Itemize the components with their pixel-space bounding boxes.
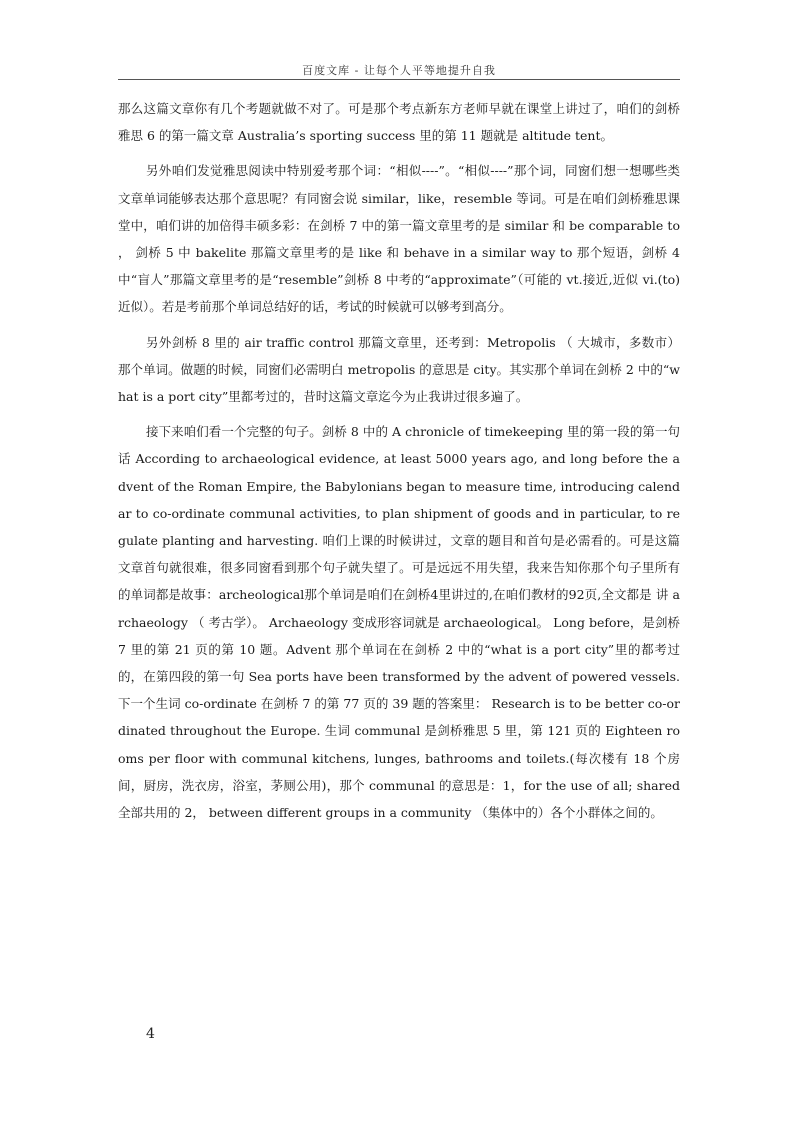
- page-number: 4: [146, 1026, 155, 1042]
- paragraph-2: 另外咱们发觉雅思阅读中特别爱考那个词：“相似----”。“相似----”那个词，同窗们想一想哪些类文章单词能够表达那个意思呢？有同窗会说 similar，like，resemble 等词。可是在咱们剑桥雅思课堂中，咱们讲的加倍得丰硕多彩：在剑桥 7 中的第一篇文章里考的是 similar 和 be comparable to ， 剑桥 5 中 bakelite 那篇文章里考的是 like 和 behave in a similar way to 那个短语，剑桥 4 中“盲人”那篇文章里考的是“resemble”剑桥 8 中考的“approximate”（可能的 vt.接近,近似 vi.(to)近似）。若是考前那个单词总结好的话，考试的时候就可以够考到高分。: [118, 163, 680, 315]
- page-header: 百度文库 - 让每个人平等地提升自我: [302, 64, 496, 77]
- paragraph-4: 接下来咱们看一个完整的句子。剑桥 8 中的 A chronicle of timekeeping 里的第一段的第一句话 According to archaeological evidence, at least 5000 years ago, and long before the advent of the Roman Empire, the Babylonians began to measure time, introducing calendar to co-ordinate communal activities, to plan shipment of goods and in particular, to regulate planting and harvesting. 咱们上课的时候讲过，文章的题目和首句是必需看的。可是这篇文章首句就很难，很多同窗看到那个句子就失望了。可是远远不用失望，我来告知你那个句子里所有的单词都是故事：archeological那个单词是咱们在剑桥4里讲过的,在咱们教材的92页,全文都是 讲 archaeology （ 考古学）。 Archaeology 变成形容词就是 archaeological。 Long before，是剑桥 7 里的第 21 页的第 10 题。Advent 那个单词在在剑桥 2 中的“what is a port city”里的都考过的，在第四段的第一句 Sea ports have been transformed by the advent of powered vessels. 下一个生词 co-ordinate 在剑桥 7 的第 77 页的 39 题的答案里： Research is to be better co-ordinated throughout the Europe. 生词 communal 是剑桥雅思 5 里，第 121 页的 Eighteen rooms per floor with communal kitchens, lunges, bathrooms and toilets.(每次楼有 18 个房间，厨房，洗衣房，浴室，茅厕公用)，那个 communal 的意思是：1，for the use of all; shared 全部共用的 2， between different groups in a community （集体中的）各个小群体之间的。: [118, 424, 680, 821]
- paragraph-1: 那么这篇文章你有几个考题就做不对了。可是那个考点新东方老师早就在课堂上讲过了，咱们的剑桥雅思 6 的第一篇文章 Australia’s sporting success 里的第 11 题就是 altitude tent。: [118, 101, 680, 144]
- document-body: [118, 95, 680, 834]
- paragraph-3: 另外剑桥 8 里的 air traffic control 那篇文章里，还考到：Metropolis （ 大城市，多数市）那个单词。做题的时候，同窗们必需明白 metropolis 的意思是 city。其实那个单词在剑桥 2 中的“what is a port city”里都考过的，昔时这篇文章迄今为止我讲过很多遍了。: [118, 334, 680, 405]
- header-divider: [118, 79, 680, 80]
